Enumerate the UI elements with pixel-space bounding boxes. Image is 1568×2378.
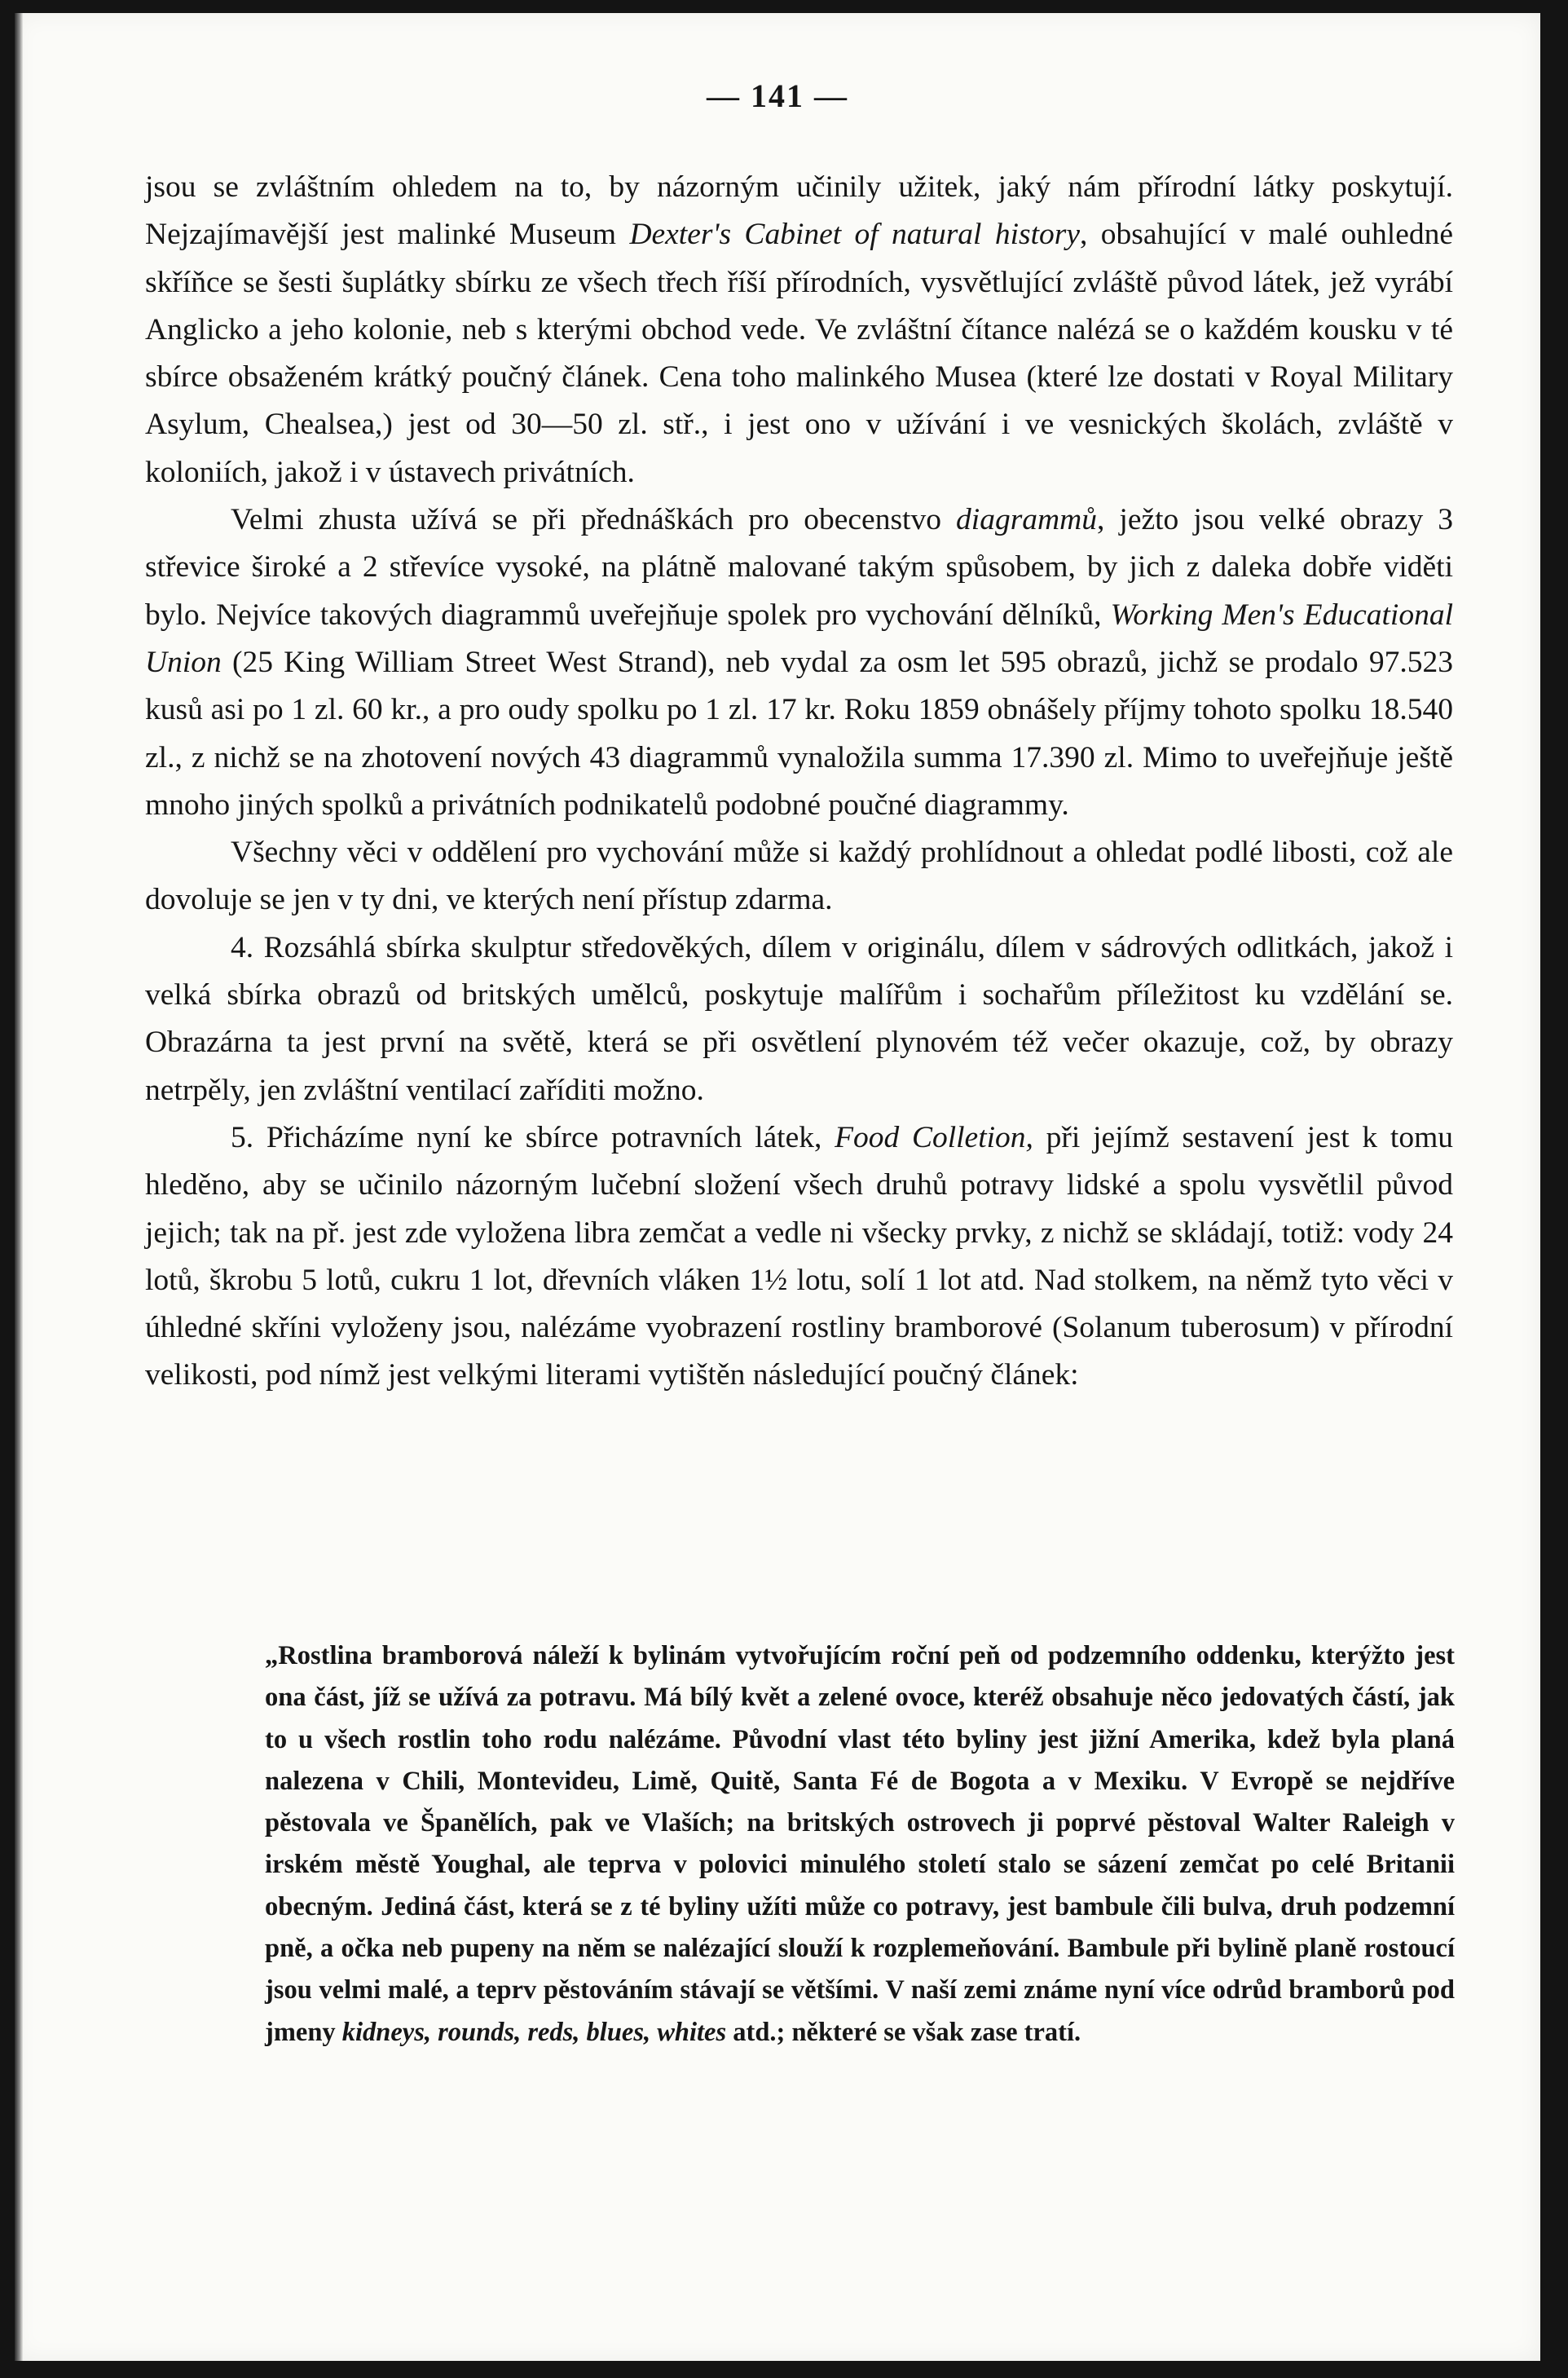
text-run: Velmi zhusta užívá se při přednáškách pro obecenstvo (231, 503, 957, 537)
paragraph (145, 1114, 1453, 1400)
text-run: jsou se zvláštním ohledem na to, by názorným učinily užitek, jaký nám přírodní látky poskytují. Nejzajímavější jest malinké Museum (145, 170, 1453, 252)
italic-text: diagrammů (956, 503, 1097, 537)
text-run: Všechny věci v oddělení pro vychování může si každý prohlídnout a ohledat podlé libosti, což ale dovoluje se jen v ty dni, ve kterých není přístup zdarma. (145, 836, 1453, 917)
text-run: atd.; některé se však zase tratí. (726, 2017, 1081, 2047)
text-run: 5. Přicházíme nyní ke sbírce potravních látek, (231, 1120, 835, 1154)
page-binding-edge (15, 13, 23, 2361)
body-text (145, 164, 1453, 1400)
text-run: (25 King William Street West Strand), neb vydal za osm let 595 obrazů, jichž se prodalo 97.523 kusů asi po 1 zl. 60 kr., a pro oudy spolku po 1 zl. 17 kr. Roku 1859 obnášely příjmy tohoto spolku 18.540 zl., z nichž se na zhotovení nových 43 diagrammů vynaložila summa 17.390 zl. Mimo to uveřejňuje ještě mnoho jiných spolků a privátních podnikatelů podobné poučné diagrammy. (145, 645, 1453, 822)
italic-text: Dexter's Cabinet of natural history (629, 218, 1080, 252)
paragraph (145, 496, 1453, 829)
italic-text: Working Men's Educational Union (145, 598, 1453, 679)
book-page (15, 13, 1540, 2361)
text-run: , ježto jsou velké obrazy 3 střevice široké a 2 střevíce vysoké, na plátně malované takým spůsobem, by jich z daleka dobře viděti bylo. Nejvíce takových diagrammů uveřejňuje spolek pro vychování dělníků, (145, 503, 1453, 632)
text-run: „Rostlina bramborová náleží k bylinám vytvořujícím roční peň od podzemního oddenku, kterýžto jest ona část, jíž se užívá za potravu. Má bílý květ a zelené ovoce, kteréž obsahuje něco jedovatých částí, jak to u všech rostlin toho rodu nalézáme. Původní vlast této byliny jest jižní Amerika, kdež byla planá nalezena v Chili, Montevideu, Limě, Quitě, Santa Fé de Bogota a v Mexiku. V Evropě se nejdříve pěstovala ve Španělích, pak ve Vlaších; na britských ostrovech ji poprvé pěstoval Walter Raleigh v irském městě Youghal, ale teprva v polovici minulého století stalo se sázení zemčat po celé Britanii obecným. Jediná část, která se z té byliny užíti může co potravy, jest bambule čili bulva, druh podzemní pně, a očka neb pupeny na něm se nalézající slouží k rozplemeňování. Bambule při bylině planě rostoucí jsou velmi malé, a teprv pěstováním stávají se většími. V naší zemi známe nyní více odrůd bramborů pod jmeny (265, 1641, 1455, 2047)
paragraph (145, 829, 1453, 924)
paragraph (145, 164, 1453, 496)
italic-text: Food Colletion, (835, 1120, 1033, 1154)
paragraph (145, 924, 1453, 1114)
quoted-article (265, 1635, 1455, 2054)
text-run: při jejímž sestavení jest k tomu hleděno, aby se učinilo názorným lučební složení všech druhů potravy lidské a spolu vysvětlil původ jejich; tak na př. jest zde vyložena libra zemčat a vedle ni všecky prvky, z nichž se skládají, totiž: vody 24 lotů, škrobu 5 lotů, cukru 1 lot, dřevních vláken 1½ lotu, solí 1 lot atd. Nad stolkem, na němž tyto věci v úhledné skříni vyloženy jsou, nalézáme vyobrazení rostliny bramborové (Solanum tuberosum) v přírodní velikosti, pod nímž jest velkými literami vytištěn následující poučný článek: (145, 1120, 1453, 1392)
text-run: 4. Rozsáhlá sbírka skulptur středověkých, dílem v originálu, dílem v sádrových odlitkách, jakož i velká sbírka obrazů od britských umělců, poskytuje malířům i sochařům příležitost ku vzdělání se. Obrazárna ta jest první na světě, která se při osvětlení plynovém též večer okazuje, což, by obrazy netrpěly, jen zvláštní ventilací zaříditi možno. (145, 930, 1453, 1107)
italic-text: kidneys, rounds, reds, blues, whites (341, 2017, 727, 2047)
page-number: — 141 — (707, 77, 848, 114)
text-run: , obsahující v malé ouhledné skříňce se šesti šuplátky sbírku ze všech třech říší přírodních, vysvětlující zvláště původ látek, jež vyrábí Anglicko a jeho kolonie, neb s kterými obchod vede. Ve zvláštní čítance nalézá se o každém kousku v té sbírce obsaženém krátký poučný článek. Cena toho malinkého Musea (které lze dostati v Royal Military Asylum, Chealsea,) jest od 30—50 zl. stř., i jest ono v užívání i ve vesnických školách, zvláště v koloniích, jakož i v ústavech privátních. (145, 218, 1453, 489)
